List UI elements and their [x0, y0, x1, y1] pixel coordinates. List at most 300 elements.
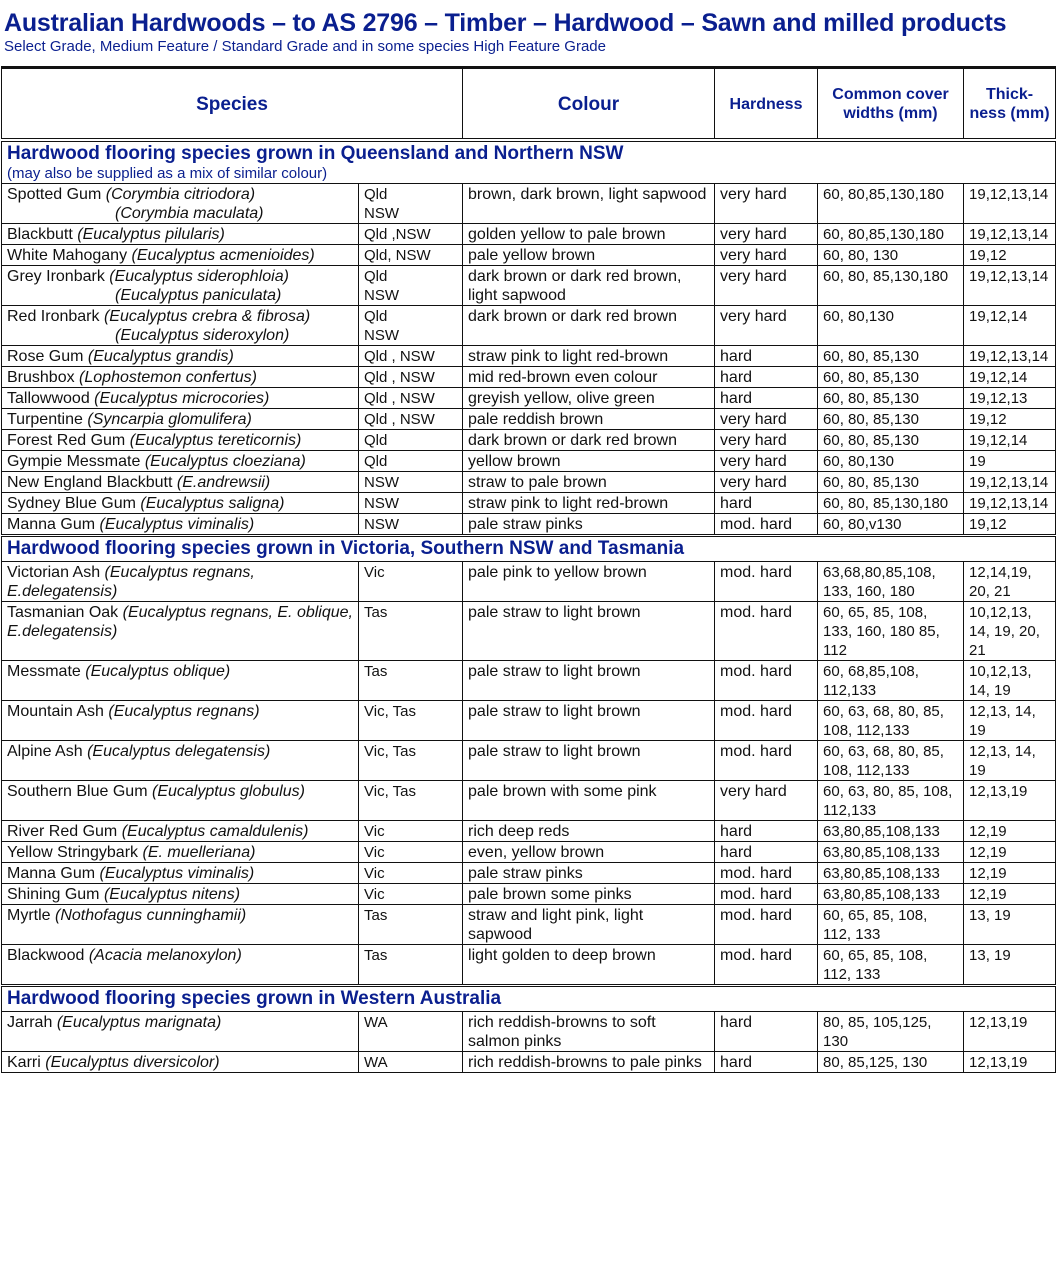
species-cell [2, 884, 359, 905]
state-value: WA [364, 1014, 388, 1031]
species-common-name: New England Blackbutt [7, 474, 173, 491]
thickness-cell: 12,13,19 [964, 1052, 1056, 1073]
hardness-cell: hard [715, 821, 818, 842]
hardness-cell: very hard [715, 266, 818, 306]
state-value: Vic [364, 886, 385, 903]
species-common-name: Shining Gum [7, 886, 100, 903]
species-latin-name: (Eucalyptus crebra & fibrosa) [103, 308, 311, 325]
hardness-cell: mod. hard [715, 741, 818, 781]
hardness-cell: hard [715, 493, 818, 514]
colour-cell: pale straw pinks [463, 514, 715, 536]
thickness-cell: 19,12,13,14 [964, 224, 1056, 245]
thickness-cell: 19,12,13 [964, 388, 1056, 409]
cover-widths-cell: 60, 63, 68, 80, 85, 108, 112,133 [818, 701, 964, 741]
species-cell [2, 224, 359, 245]
section-title-cell [2, 986, 1056, 1012]
colour-cell: greyish yellow, olive green [463, 388, 715, 409]
species-cell [2, 493, 359, 514]
table-row [2, 346, 1056, 367]
header-hardness: Hardness [715, 68, 818, 141]
hardness-cell: mod. hard [715, 701, 818, 741]
species-common-name: Tallowwood [7, 390, 90, 407]
colour-cell: pale pink to yellow brown [463, 562, 715, 602]
cover-widths-cell: 60, 80,85,130,180 [818, 224, 964, 245]
state-cell [359, 451, 463, 472]
hardness-cell: very hard [715, 781, 818, 821]
colour-cell: straw to pale brown [463, 472, 715, 493]
colour-cell: rich reddish-browns to pale pinks [463, 1052, 715, 1073]
section-title: Hardwood flooring species grown in Victoria, Southern NSW and Tasmania [7, 538, 685, 559]
state-value: Vic [364, 823, 385, 840]
section-title-cell [2, 140, 1056, 184]
hardness-cell: very hard [715, 430, 818, 451]
state-cell [359, 781, 463, 821]
state-value: Tas [364, 604, 388, 621]
table-row [2, 472, 1056, 493]
cover-widths-cell: 60, 80, 85,130 [818, 346, 964, 367]
colour-cell: dark brown or dark red brown, light sapwood [463, 266, 715, 306]
state-value-alt: NSW [364, 327, 399, 344]
colour-cell: dark brown or dark red brown [463, 306, 715, 346]
colour-cell: pale straw to light brown [463, 602, 715, 661]
species-latin-name: (Eucalyptus marignata) [56, 1014, 222, 1031]
state-value: WA [364, 1054, 388, 1071]
table-row [2, 661, 1056, 701]
hardness-cell: mod. hard [715, 884, 818, 905]
state-cell [359, 472, 463, 493]
cover-widths-cell: 60, 80, 85,130 [818, 367, 964, 388]
hardness-cell: very hard [715, 472, 818, 493]
hardness-cell: very hard [715, 409, 818, 430]
species-common-name: Karri [7, 1054, 41, 1071]
colour-cell: pale straw pinks [463, 863, 715, 884]
colour-cell: rich reddish-browns to soft salmon pinks [463, 1012, 715, 1052]
species-common-name: Blackwood [7, 947, 85, 964]
species-cell [2, 741, 359, 781]
header-species: Species [2, 68, 463, 141]
table-body [2, 140, 1056, 1073]
species-common-name: Myrtle [7, 907, 51, 924]
species-common-name: Jarrah [7, 1014, 53, 1031]
table-row [2, 266, 1056, 306]
species-cell [2, 430, 359, 451]
cover-widths-cell: 60, 80, 85,130,180 [818, 266, 964, 306]
species-common-name: Brushbox [7, 369, 75, 386]
title-block [4, 8, 1056, 66]
cover-widths-cell: 60, 80, 85,130 [818, 388, 964, 409]
species-latin-name: (Eucalyptus regnans, E. oblique, E.delegatensis) [7, 604, 353, 640]
state-value: Tas [364, 663, 388, 680]
thickness-cell: 19,12,14 [964, 367, 1056, 388]
hardness-cell: mod. hard [715, 863, 818, 884]
table-row [2, 388, 1056, 409]
species-latin-name: (Syncarpia glomulifera) [87, 411, 252, 428]
table-row [2, 821, 1056, 842]
species-latin-name: (Eucalyptus regnans, E.delegatensis) [7, 564, 255, 600]
species-common-name: Southern Blue Gum [7, 783, 148, 800]
section-header-row [2, 536, 1056, 562]
state-value: Qld [364, 186, 388, 203]
state-value: NSW [364, 474, 399, 491]
state-cell [359, 266, 463, 306]
species-cell [2, 367, 359, 388]
thickness-cell: 19,12,13,14 [964, 184, 1056, 224]
state-cell [359, 701, 463, 741]
species-common-name: Tasmanian Oak [7, 604, 119, 621]
species-latin-name: (Eucalyptus tereticornis) [129, 432, 302, 449]
species-latin-name: (Nothofagus cunninghamii) [55, 907, 247, 924]
cover-widths-cell: 63,80,85,108,133 [818, 884, 964, 905]
colour-cell: even, yellow brown [463, 842, 715, 863]
table-row [2, 514, 1056, 536]
cover-widths-cell: 60, 80, 85,130 [818, 430, 964, 451]
thickness-cell: 19,12,13,14 [964, 346, 1056, 367]
state-cell [359, 602, 463, 661]
species-cell [2, 781, 359, 821]
cover-widths-cell: 60, 65, 85, 108, 112, 133 [818, 905, 964, 945]
state-cell [359, 863, 463, 884]
hardness-cell: mod. hard [715, 514, 818, 536]
species-latin-name-alt: (Eucalyptus paniculata) [115, 287, 282, 304]
state-cell [359, 224, 463, 245]
table-row [2, 409, 1056, 430]
species-common-name: Grey Ironbark [7, 268, 105, 285]
state-cell [359, 1012, 463, 1052]
cover-widths-cell: 60, 63, 80, 85, 108, 112,133 [818, 781, 964, 821]
cover-widths-cell: 60, 80,130 [818, 306, 964, 346]
state-cell [359, 306, 463, 346]
table-row [2, 184, 1056, 224]
state-value: Tas [364, 947, 388, 964]
species-latin-name: (Eucalyptus viminalis) [99, 865, 255, 882]
cover-widths-cell: 60, 65, 85, 108, 112, 133 [818, 945, 964, 986]
state-cell [359, 884, 463, 905]
state-value: Vic [364, 865, 385, 882]
species-cell [2, 842, 359, 863]
species-common-name: Mountain Ash [7, 703, 104, 720]
colour-cell: pale straw to light brown [463, 741, 715, 781]
table-header-row [2, 68, 1056, 141]
species-common-name: Victorian Ash [7, 564, 101, 581]
section-header-row [2, 140, 1056, 184]
colour-cell: dark brown or dark red brown [463, 430, 715, 451]
colour-cell: pale reddish brown [463, 409, 715, 430]
species-latin-name: (Eucalyptus nitens) [103, 886, 241, 903]
species-cell [2, 346, 359, 367]
table-row [2, 562, 1056, 602]
state-cell [359, 821, 463, 842]
thickness-cell: 19,12 [964, 245, 1056, 266]
species-latin-name: (Eucalyptus saligna) [140, 495, 285, 512]
table-row [2, 701, 1056, 741]
colour-cell: straw pink to light red-brown [463, 346, 715, 367]
species-latin-name: (Eucalyptus camaldulenis) [121, 823, 309, 840]
colour-cell: straw and light pink, light sapwood [463, 905, 715, 945]
thickness-cell: 19,12 [964, 409, 1056, 430]
thickness-cell: 12,19 [964, 821, 1056, 842]
species-cell [2, 514, 359, 536]
state-value: Qld , NSW [364, 390, 435, 407]
hardness-cell: hard [715, 346, 818, 367]
state-value: Qld , NSW [364, 411, 435, 428]
state-value: NSW [364, 495, 399, 512]
table-row [2, 451, 1056, 472]
section-note: (may also be supplied as a mix of similar colour) [7, 165, 328, 182]
state-cell [359, 346, 463, 367]
section-title-cell [2, 536, 1056, 562]
state-value: Vic [364, 564, 385, 581]
state-value: Tas [364, 907, 388, 924]
species-common-name: Rose Gum [7, 348, 84, 365]
hardness-cell: very hard [715, 451, 818, 472]
species-common-name: Sydney Blue Gum [7, 495, 136, 512]
species-common-name: Blackbutt [7, 226, 73, 243]
thickness-cell: 19,12,13,14 [964, 493, 1056, 514]
state-cell [359, 514, 463, 536]
cover-widths-cell: 60, 80, 85,130 [818, 472, 964, 493]
species-latin-name: (Eucalyptus regnans) [108, 703, 260, 720]
species-common-name: Manna Gum [7, 865, 96, 882]
table-row [2, 781, 1056, 821]
species-latin-name: (Eucalyptus pilularis) [77, 226, 225, 243]
state-cell [359, 245, 463, 266]
species-cell [2, 562, 359, 602]
species-latin-name: (E.andrewsii) [176, 474, 271, 491]
thickness-cell: 13, 19 [964, 945, 1056, 986]
section-header-row [2, 986, 1056, 1012]
thickness-cell: 12,13, 14, 19 [964, 741, 1056, 781]
cover-widths-cell: 60, 80, 85,130 [818, 409, 964, 430]
cover-widths-cell: 60, 65, 85, 108, 133, 160, 180 85, 112 [818, 602, 964, 661]
hardness-cell: hard [715, 388, 818, 409]
hardness-cell: hard [715, 1052, 818, 1073]
state-cell [359, 741, 463, 781]
species-latin-name: (Eucalyptus globulus) [151, 783, 305, 800]
colour-cell: pale brown some pinks [463, 884, 715, 905]
colour-cell: golden yellow to pale brown [463, 224, 715, 245]
thickness-cell: 10,12,13, 14, 19 [964, 661, 1056, 701]
colour-cell: yellow brown [463, 451, 715, 472]
table-row [2, 224, 1056, 245]
species-cell [2, 245, 359, 266]
table-row [2, 245, 1056, 266]
state-value: Vic, Tas [364, 703, 416, 720]
state-value: Vic [364, 844, 385, 861]
thickness-cell: 12,19 [964, 863, 1056, 884]
state-value: Qld [364, 308, 388, 325]
species-latin-name: (Eucalyptus microcories) [94, 390, 270, 407]
thickness-cell: 12,13,19 [964, 781, 1056, 821]
species-cell [2, 905, 359, 945]
cover-widths-cell: 63,80,85,108,133 [818, 842, 964, 863]
hardness-cell: mod. hard [715, 905, 818, 945]
state-cell [359, 367, 463, 388]
species-cell [2, 821, 359, 842]
species-latin-name: (E. muelleriana) [142, 844, 256, 861]
thickness-cell: 19,12,13,14 [964, 266, 1056, 306]
header-cover-widths: Common cover widths (mm) [818, 68, 964, 141]
table-row [2, 602, 1056, 661]
state-cell [359, 661, 463, 701]
table-row [2, 842, 1056, 863]
table-row [2, 863, 1056, 884]
table-row [2, 430, 1056, 451]
species-common-name: Turpentine [7, 411, 83, 428]
state-value: NSW [364, 516, 399, 533]
hardness-cell: mod. hard [715, 602, 818, 661]
cover-widths-cell: 60, 80, 130 [818, 245, 964, 266]
cover-widths-cell: 60, 80,85,130,180 [818, 184, 964, 224]
table-row [2, 741, 1056, 781]
hardness-cell: hard [715, 367, 818, 388]
thickness-cell: 12,19 [964, 884, 1056, 905]
table-row [2, 306, 1056, 346]
hardness-cell: very hard [715, 306, 818, 346]
species-latin-name: (Eucalyptus siderophloia) [109, 268, 289, 285]
colour-cell: brown, dark brown, light sapwood [463, 184, 715, 224]
table-row [2, 1052, 1056, 1073]
hardness-cell: hard [715, 842, 818, 863]
document-title: Australian Hardwoods – to AS 2796 – Timber – Hardwood – Sawn and milled products [4, 9, 1007, 37]
state-value: Qld ,NSW [364, 226, 431, 243]
table-row [2, 905, 1056, 945]
species-latin-name: (Eucalyptus diversicolor) [45, 1054, 220, 1071]
species-cell [2, 945, 359, 986]
cover-widths-cell: 63,68,80,85,108, 133, 160, 180 [818, 562, 964, 602]
cover-widths-cell: 60, 68,85,108, 112,133 [818, 661, 964, 701]
state-cell [359, 409, 463, 430]
state-value: Qld, NSW [364, 247, 431, 264]
section-title: Hardwood flooring species grown in Western Australia [7, 988, 502, 1009]
species-cell [2, 388, 359, 409]
thickness-cell: 10,12,13, 14, 19, 20, 21 [964, 602, 1056, 661]
table-row [2, 367, 1056, 388]
species-cell [2, 472, 359, 493]
state-cell [359, 430, 463, 451]
state-value: Qld , NSW [364, 348, 435, 365]
state-value: Qld , NSW [364, 369, 435, 386]
table-row [2, 884, 1056, 905]
species-cell [2, 306, 359, 346]
cover-widths-cell: 60, 80, 85,130,180 [818, 493, 964, 514]
species-latin-name: (Eucalyptus acmenioides) [131, 247, 315, 264]
state-value-alt: NSW [364, 205, 399, 222]
thickness-cell: 12,19 [964, 842, 1056, 863]
species-common-name: Messmate [7, 663, 81, 680]
table-row [2, 493, 1056, 514]
table-row [2, 945, 1056, 986]
species-latin-name: (Eucalyptus oblique) [85, 663, 231, 680]
hardness-cell: very hard [715, 245, 818, 266]
thickness-cell: 19,12,14 [964, 430, 1056, 451]
cover-widths-cell: 60, 80,v130 [818, 514, 964, 536]
species-latin-name: (Lophostemon confertus) [79, 369, 257, 386]
species-latin-name-alt: (Eucalyptus sideroxylon) [115, 327, 290, 344]
hardness-cell: very hard [715, 184, 818, 224]
species-common-name: Red Ironbark [7, 308, 100, 325]
thickness-cell: 19,12,13,14 [964, 472, 1056, 493]
species-common-name: River Red Gum [7, 823, 118, 840]
state-value: Qld [364, 453, 388, 470]
thickness-cell: 19,12,14 [964, 306, 1056, 346]
species-cell [2, 701, 359, 741]
cover-widths-cell: 60, 80,130 [818, 451, 964, 472]
species-latin-name: (Acacia melanoxylon) [88, 947, 242, 964]
state-value: Qld [364, 432, 388, 449]
hardness-cell: mod. hard [715, 945, 818, 986]
colour-cell: pale yellow brown [463, 245, 715, 266]
hardness-cell: mod. hard [715, 562, 818, 602]
colour-cell: rich deep reds [463, 821, 715, 842]
species-table [1, 66, 1056, 1073]
species-common-name: Spotted Gum [7, 186, 102, 203]
document-subtitle: Select Grade, Medium Feature / Standard Grade and in some species High Feature Grade [4, 38, 606, 55]
species-cell [2, 184, 359, 224]
species-common-name: Gympie Messmate [7, 453, 141, 470]
state-value: Vic, Tas [364, 783, 416, 800]
header-thickness: Thick-ness (mm) [964, 68, 1056, 141]
species-latin-name: (Eucalyptus grandis) [87, 348, 234, 365]
section-title: Hardwood flooring species grown in Queensland and Northern NSW [7, 143, 624, 164]
species-common-name: White Mahogany [7, 247, 128, 264]
cover-widths-cell: 63,80,85,108,133 [818, 863, 964, 884]
species-latin-name: (Eucalyptus delegatensis) [87, 743, 271, 760]
state-value-alt: NSW [364, 287, 399, 304]
hardness-cell: mod. hard [715, 661, 818, 701]
species-latin-name: (Eucalyptus viminalis) [99, 516, 255, 533]
state-value: Qld [364, 268, 388, 285]
thickness-cell: 13, 19 [964, 905, 1056, 945]
colour-cell: mid red-brown even colour [463, 367, 715, 388]
species-cell [2, 266, 359, 306]
cover-widths-cell: 60, 63, 68, 80, 85, 108, 112,133 [818, 741, 964, 781]
state-cell [359, 905, 463, 945]
state-value: Vic, Tas [364, 743, 416, 760]
cover-widths-cell: 63,80,85,108,133 [818, 821, 964, 842]
hardness-cell: hard [715, 1012, 818, 1052]
state-cell [359, 842, 463, 863]
thickness-cell: 12,13,19 [964, 1012, 1056, 1052]
hardness-cell: very hard [715, 224, 818, 245]
species-latin-name: (Corymbia citriodora) [105, 186, 256, 203]
colour-cell: straw pink to light red-brown [463, 493, 715, 514]
state-cell [359, 184, 463, 224]
cover-widths-cell: 80, 85, 105,125, 130 [818, 1012, 964, 1052]
species-common-name: Forest Red Gum [7, 432, 126, 449]
thickness-cell: 12,14,19, 20, 21 [964, 562, 1056, 602]
colour-cell: pale straw to light brown [463, 701, 715, 741]
species-latin-name-alt: (Corymbia maculata) [115, 205, 264, 222]
species-cell [2, 451, 359, 472]
species-cell [2, 661, 359, 701]
species-common-name: Alpine Ash [7, 743, 83, 760]
species-cell [2, 1012, 359, 1052]
species-latin-name: (Eucalyptus cloeziana) [144, 453, 306, 470]
thickness-cell: 12,13, 14, 19 [964, 701, 1056, 741]
thickness-cell: 19,12 [964, 514, 1056, 536]
colour-cell: pale brown with some pink [463, 781, 715, 821]
state-cell [359, 945, 463, 986]
header-colour: Colour [463, 68, 715, 141]
cover-widths-cell: 80, 85,125, 130 [818, 1052, 964, 1073]
table-row [2, 1012, 1056, 1052]
state-cell [359, 562, 463, 602]
species-cell [2, 409, 359, 430]
species-common-name: Yellow Stringybark [7, 844, 139, 861]
colour-cell: light golden to deep brown [463, 945, 715, 986]
species-cell [2, 1052, 359, 1073]
thickness-cell: 19 [964, 451, 1056, 472]
